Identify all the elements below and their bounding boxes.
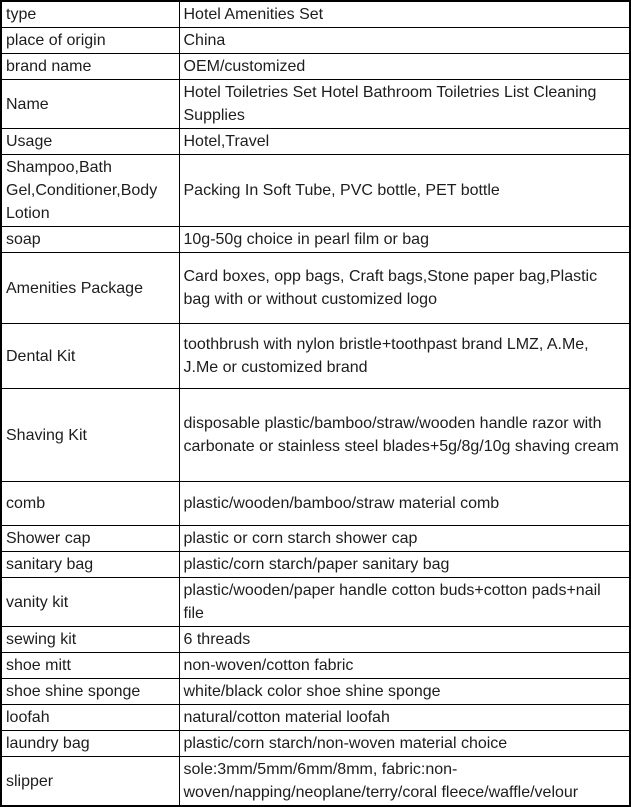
table-row <box>1 526 630 552</box>
spec-value: plastic/corn starch/non-woven material choice <box>179 731 630 757</box>
table-row <box>1 155 630 227</box>
spec-value: plastic or corn starch shower cap <box>179 526 630 552</box>
table-row <box>1 731 630 757</box>
table-row <box>1 389 630 482</box>
spec-label: Amenities Package <box>1 253 179 324</box>
spec-label: shoe mitt <box>1 653 179 679</box>
spec-value: plastic/wooden/paper handle cotton buds+cotton pads+nail file <box>179 578 630 627</box>
table-row <box>1 679 630 705</box>
table-row <box>1 54 630 80</box>
spec-label: Usage <box>1 129 179 155</box>
spec-label: Dental Kit <box>1 324 179 389</box>
spec-value: 6 threads <box>179 627 630 653</box>
table-row <box>1 28 630 54</box>
spec-label: brand name <box>1 54 179 80</box>
spec-label: place of origin <box>1 28 179 54</box>
table-row <box>1 757 630 807</box>
spec-label: comb <box>1 482 179 526</box>
spec-label: sanitary bag <box>1 552 179 578</box>
spec-label: Shaving Kit <box>1 389 179 482</box>
spec-label: Shampoo,Bath Gel,Conditioner,Body Lotion <box>1 155 179 227</box>
table-row <box>1 653 630 679</box>
table-row <box>1 129 630 155</box>
table-row <box>1 552 630 578</box>
table-row <box>1 227 630 253</box>
spec-label: loofah <box>1 705 179 731</box>
spec-value: disposable plastic/bamboo/straw/wooden handle razor with carbonate or stainless steel blades+5g/8g/10g shaving cream <box>179 389 630 482</box>
spec-value: 10g-50g choice in pearl film or bag <box>179 227 630 253</box>
spec-value: Card boxes, opp bags, Craft bags,Stone paper bag,Plastic bag with or without customized logo <box>179 253 630 324</box>
spec-value: non-woven/cotton fabric <box>179 653 630 679</box>
spec-value: sole:3mm/5mm/6mm/8mm, fabric:non-woven/napping/neoplane/terry/coral fleece/waffle/velour <box>179 757 630 807</box>
spec-value: plastic/wooden/bamboo/straw material comb <box>179 482 630 526</box>
spec-value: China <box>179 28 630 54</box>
spec-value: Packing In Soft Tube, PVC bottle, PET bottle <box>179 155 630 227</box>
spec-value: Hotel,Travel <box>179 129 630 155</box>
spec-value: natural/cotton material loofah <box>179 705 630 731</box>
spec-label: vanity kit <box>1 578 179 627</box>
spec-value: Hotel Toiletries Set Hotel Bathroom Toiletries List Cleaning Supplies <box>179 80 630 129</box>
spec-label: laundry bag <box>1 731 179 757</box>
table-row <box>1 705 630 731</box>
spec-label: shoe shine sponge <box>1 679 179 705</box>
spec-label: Shower cap <box>1 526 179 552</box>
spec-label: sewing kit <box>1 627 179 653</box>
spec-value: white/black color shoe shine sponge <box>179 679 630 705</box>
spec-value: Hotel Amenities Set <box>179 1 630 28</box>
spec-value: plastic/corn starch/paper sanitary bag <box>179 552 630 578</box>
table-row <box>1 482 630 526</box>
spec-label: type <box>1 1 179 28</box>
table-row <box>1 324 630 389</box>
table-row <box>1 1 630 28</box>
spec-value: OEM/customized <box>179 54 630 80</box>
spec-label: slipper <box>1 757 179 807</box>
table-row <box>1 627 630 653</box>
table-row <box>1 80 630 129</box>
table-row <box>1 253 630 324</box>
table-row <box>1 578 630 627</box>
spec-label: Name <box>1 80 179 129</box>
spec-value: toothbrush with nylon bristle+toothpast brand LMZ, A.Me, J.Me or customized brand <box>179 324 630 389</box>
spec-label: soap <box>1 227 179 253</box>
